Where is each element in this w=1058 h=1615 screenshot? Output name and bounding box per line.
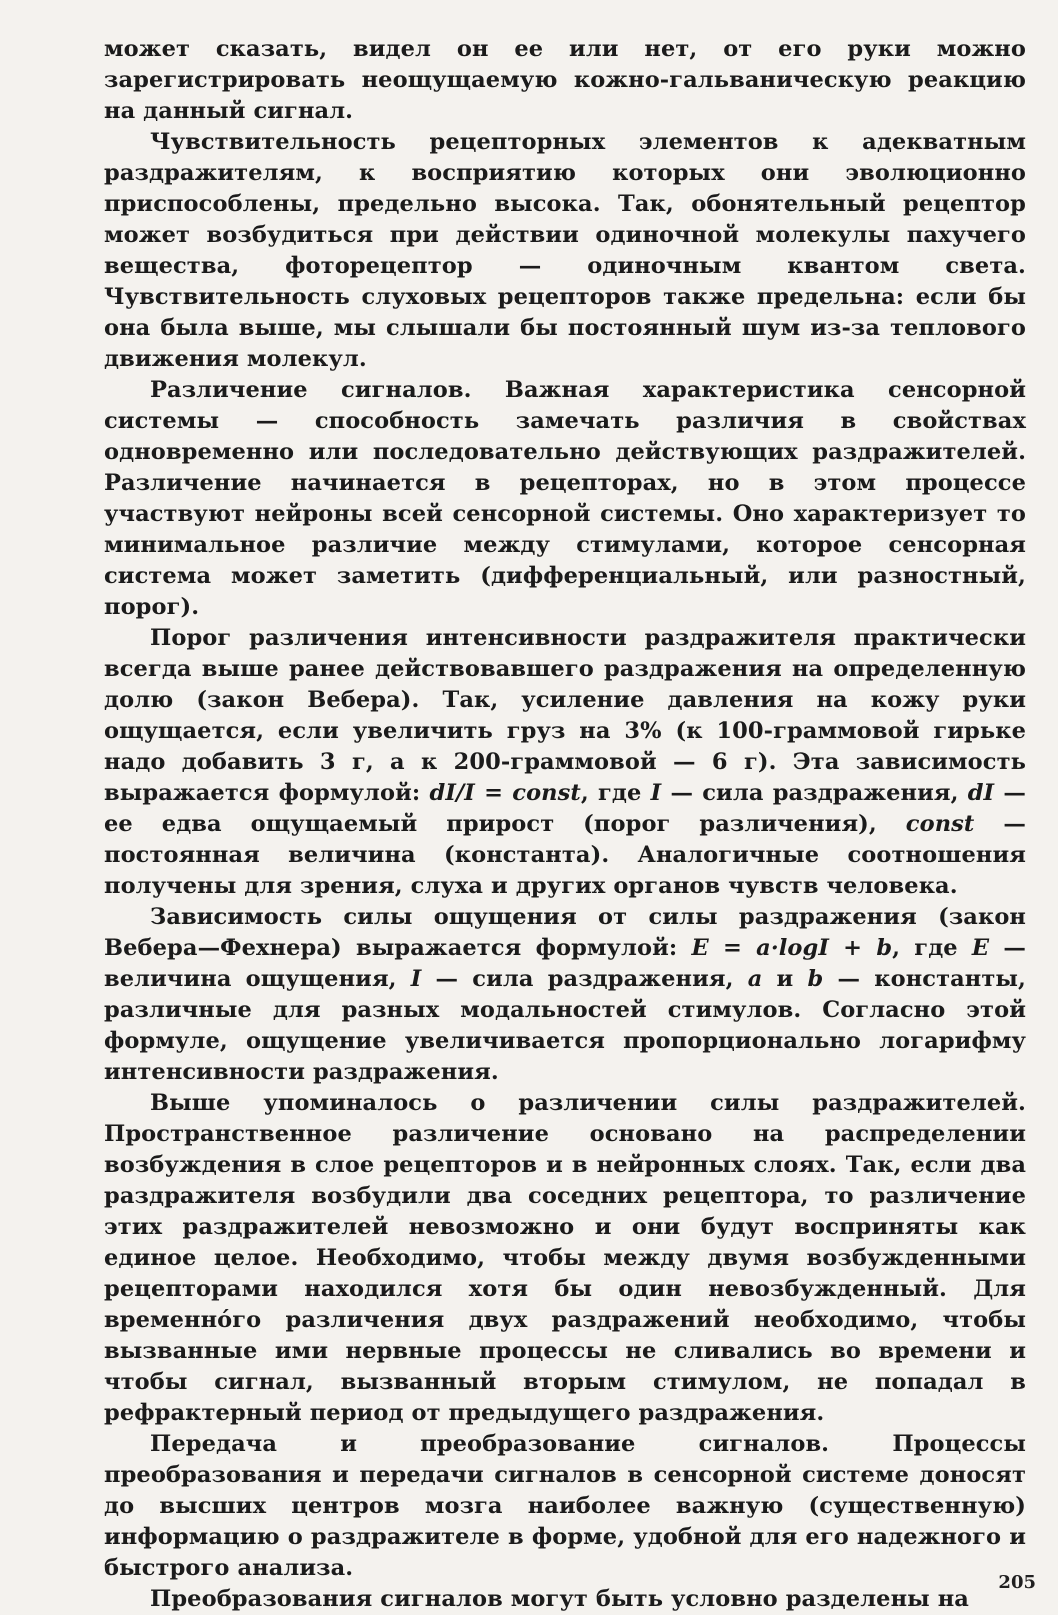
formula-weber-fechner: E = a·logI + b xyxy=(691,935,893,961)
paragraph-5-text-a: Зависимость силы ощущения от силы раздражения (закон Вебера—Фехнера) выражается формулой: xyxy=(104,904,1026,961)
paragraph-2 xyxy=(104,127,1026,375)
section-heading-signal-transmission: Передача и преобразование сигналов. xyxy=(150,1431,830,1457)
paragraph-8-text: Преобразования сигналов могут быть условно разделены на xyxy=(150,1586,969,1612)
paragraph-4-text-e: — постоянная величина (константа). Аналогичные соотношения получены для зрения, слуха и других органов чувств человека. xyxy=(104,811,1026,899)
formula-var-e: E xyxy=(971,935,990,961)
paragraph-3 xyxy=(104,375,1026,623)
paragraph-4 xyxy=(104,623,1026,902)
paragraph-6 xyxy=(104,1088,1026,1429)
paragraph-5 xyxy=(104,902,1026,1088)
formula-var-i: I xyxy=(650,780,662,806)
paragraph-5-text-g: — константы, различные для разных модальностей стимулов. Согласно этой формуле, ощущение увеличивается пропорционально логарифму интенсивности раздражения. xyxy=(104,966,1026,1085)
paragraph-7 xyxy=(104,1429,1026,1584)
paragraph-1-text: может сказать, видел он ее или нет, от его руки можно зарегистрировать неощущаемую кожно-гальваническую реакцию на данный сигнал. xyxy=(104,36,1026,124)
formula-var-a: a xyxy=(747,966,763,992)
paragraph-1 xyxy=(104,34,1026,127)
paragraph-4-text-c: — сила раздражения, xyxy=(661,780,968,806)
paragraph-4-text-b: , где xyxy=(580,780,651,806)
formula-var-i-2: I xyxy=(410,966,422,992)
page-number: 205 xyxy=(998,1572,1036,1593)
paragraph-2-text: Чувствительность рецепторных элементов к адекватным раздражителям, к восприятию которых они эволюционно приспособлены, предельно высока. Так, обонятельный рецептор может возбудиться при действии одиночной молекулы пахучего вещества, фоторецептор — одиночным квантом света. Чувствительность слуховых рецепторов также предельна: если бы она была выше, мы слышали бы постоянный шум из-за теплового движения молекул. xyxy=(104,129,1026,372)
formula-var-di: dI xyxy=(967,780,995,806)
paragraph-5-text-b: , где xyxy=(892,935,972,961)
paragraph-3-text: Важная характеристика сенсорной системы — способность замечать различия в свойствах одновременно или последовательно действующих раздражителей. Различение начинается в рецепторах, но в этом процессе участвуют нейроны всей сенсорной системы. Оно характеризует то минимальное различие между стимулами, которое сенсорная система может заметить (дифференциальный, или разностный, порог). xyxy=(104,377,1027,620)
paragraph-4-text-d: — ее едва ощущаемый прирост (порог различения), xyxy=(104,780,1026,837)
paragraph-5-text-c: — величина ощущения, xyxy=(104,935,1026,992)
section-heading-signal-discrimination: Различение сигналов. xyxy=(150,377,472,403)
formula-weber: dI/I = const xyxy=(429,780,581,806)
paragraph-7-text: Процессы преобразования и передачи сигналов в сенсорной системе доносят до высших центров мозга наиболее важную (существенную) информацию о раздражителе в форме, удобной для его надежного и быстрого анализа. xyxy=(104,1431,1026,1581)
paragraph-6-text: Выше упоминалось о различении силы раздражителей. Пространственное различение основано на распределении возбуждения в слое рецепторов и в нейронных слоях. Так, если два раздражителя возбудили два соседних рецептора, то различение этих раздражителей невозможно и они будут восприняты как единое целое. Необходимо, чтобы между двумя возбужденными рецепторами находился хотя бы один невозбужденный. Для временнóго различения двух раздражений необходимо, чтобы вызванные ими нервные процессы не сливались во времени и чтобы сигнал, вызванный вторым стимулом, не попадал в рефрактерный период от предыдущего раздражения. xyxy=(104,1090,1026,1426)
paragraph-4-text-a: Порог различения интенсивности раздражителя практически всегда выше ранее действовавшего раздражения на определенную долю (закон Вебера). Так, усиление давления на кожу руки ощущается, если увеличить груз на 3% (к 100-граммовой гирьке надо добавить 3 г, а к 200-граммовой — 6 г). Эта зависимость выражается формулой: xyxy=(104,625,1026,806)
formula-var-b: b xyxy=(807,966,824,992)
formula-var-const: const xyxy=(905,811,975,837)
paragraph-5-text-d: — сила раздражения, xyxy=(421,966,748,992)
page-body xyxy=(104,34,1026,1615)
paragraph-8 xyxy=(104,1584,1026,1615)
paragraph-5-text-e: и xyxy=(762,966,808,992)
